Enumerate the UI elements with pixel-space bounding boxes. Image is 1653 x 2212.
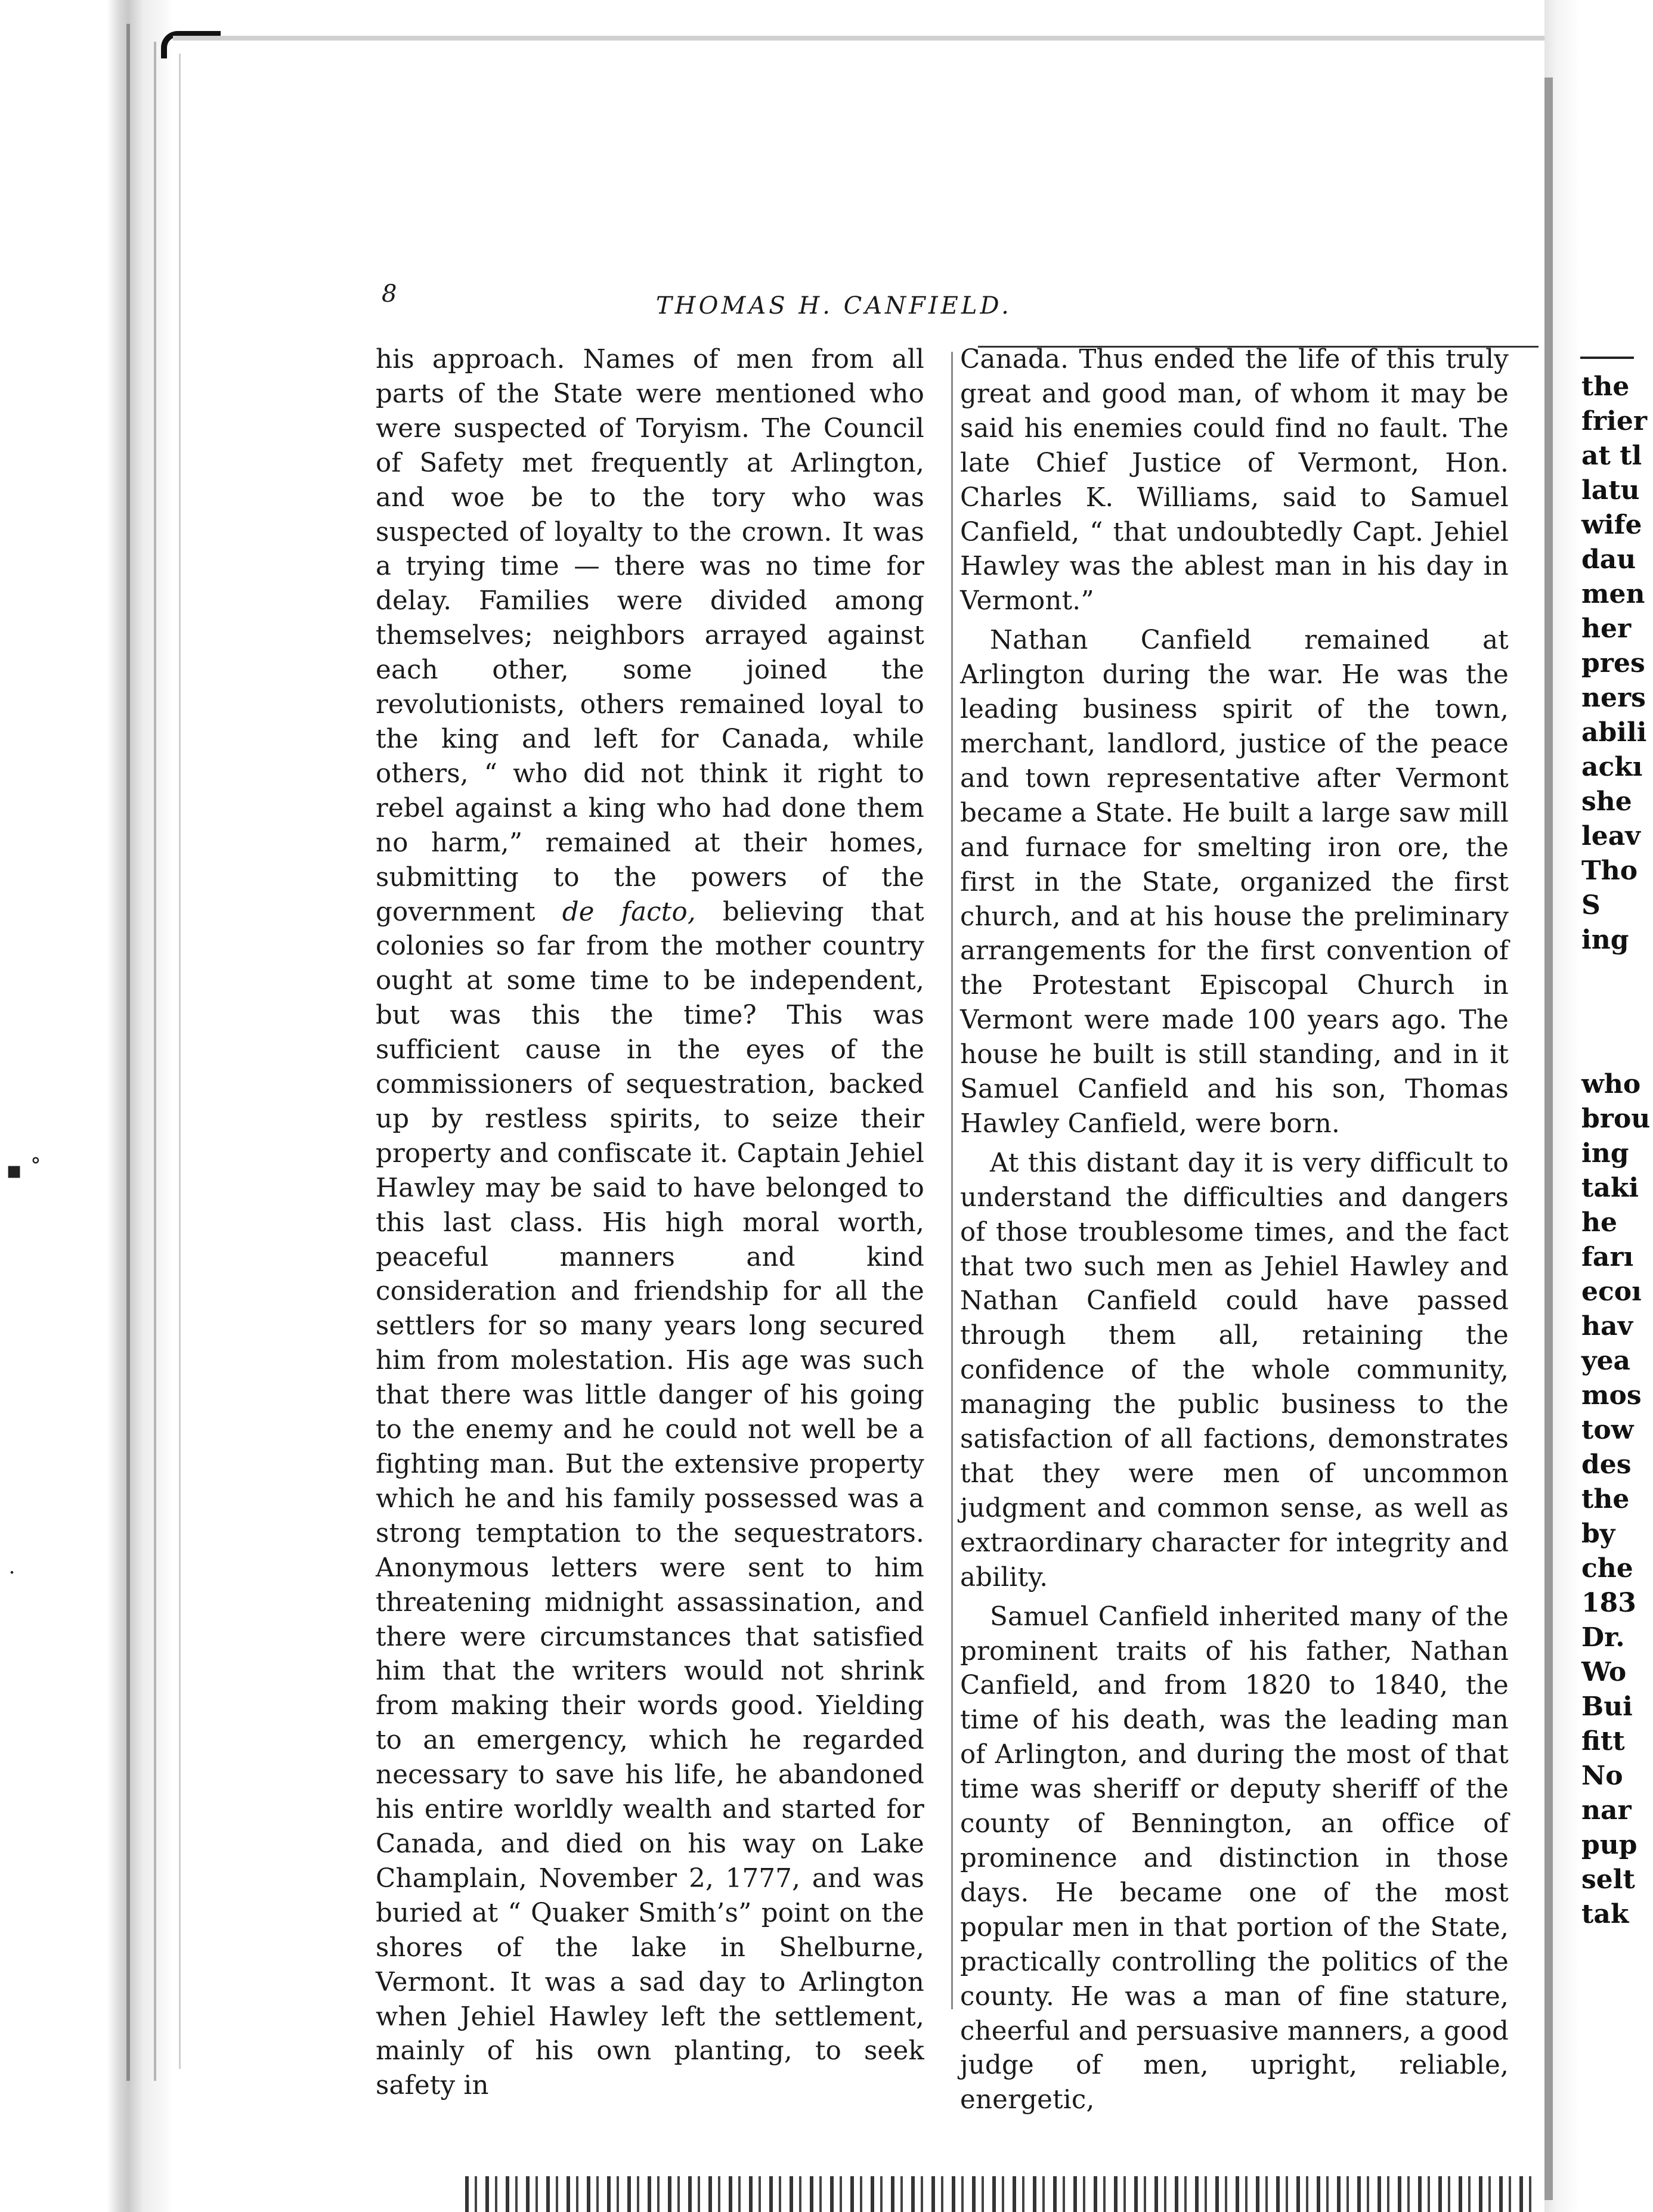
page-number: 8 (382, 280, 397, 308)
running-head: THOMAS H. CANFIELD. (656, 292, 1012, 320)
next-page-line: men (1581, 579, 1645, 609)
left-column (376, 343, 924, 2103)
page-edge-shadow (1544, 78, 1553, 2200)
next-page-line: pup (1581, 1830, 1637, 1860)
decorative-page-bottom (465, 2176, 1539, 2212)
next-page-line: wife (1581, 510, 1642, 540)
column-divider (951, 352, 953, 2009)
next-page-line: the (1581, 371, 1630, 402)
right-column (960, 343, 1509, 2118)
next-page-line: abili (1581, 717, 1647, 748)
next-page-line: Tho (1581, 856, 1638, 886)
next-page-line: selt (1581, 1864, 1635, 1895)
next-page-line: ners (1581, 683, 1646, 713)
next-page-line: dau (1581, 544, 1636, 575)
page-top-edge (173, 36, 1544, 41)
next-page-line: latu (1581, 475, 1640, 506)
next-page-line: che (1581, 1553, 1633, 1584)
next-page-line: des (1581, 1449, 1632, 1480)
next-page-line: 183 (1581, 1588, 1636, 1618)
next-page-text-fragment (1581, 1067, 1653, 1932)
next-page-line: nar (1581, 1795, 1632, 1826)
next-page-line: Dr. (1581, 1622, 1625, 1653)
next-page-edge (1544, 0, 1651, 2212)
next-page-line: by (1581, 1519, 1615, 1549)
next-page-line: brou (1581, 1104, 1651, 1134)
page-clip-mark (161, 31, 221, 58)
binding-shadow-line (179, 54, 181, 2069)
next-page-line: leav (1581, 821, 1640, 851)
next-page-line: hav (1581, 1311, 1633, 1342)
paragraph (376, 343, 924, 2103)
next-page-line: Bui (1581, 1691, 1633, 1722)
next-page-line: who (1581, 1069, 1641, 1099)
binding-shadow-line (126, 24, 130, 2081)
paragraph: Nathan Canfield remained at Arlington during the war. He was the leading business spirit of the town, merchant, landlord, justice of the peace and town representative after Vermont became a State. He built a large saw mill and furnace for smelting iron ore, the first in the State, organized the first church, and at his house the preliminary arrangements for the first convention of the Protestant Episcopal Church in Vermont were made 100 years ago. The house he built is still standing, and in it Samuel Canfield and his son, Thomas Hawley Canfield, were born. (960, 625, 1509, 1139)
next-page-header-rule (1580, 357, 1634, 359)
next-page-line: No (1581, 1761, 1623, 1791)
next-page-line: her (1581, 614, 1632, 644)
book-binding-edge (0, 0, 173, 2212)
next-page-line: tak (1581, 1899, 1629, 1929)
next-page-line: S (1581, 890, 1601, 921)
margin-specks: ˙ (6, 1568, 18, 1596)
next-page-line: farı (1581, 1242, 1634, 1272)
next-page-line: she (1581, 786, 1632, 817)
paragraph-text: believing that colonies so far from the mother country ought at some time to be independent, but was this the time? This was sufficient cause in the eyes of the commissioners of sequestration, backed up by restless spirits, to seize their property and confiscate it. Captain Jehiel Hawley may be said to have belonged to this last class. His high moral worth, peaceful manners and kind consideration and friendship for all the settlers for so many years long secured him from molestation. His age was such that there was little danger of his going to the enemy and he could not well be a fighting man. But the extensive property which he and his family possessed was a strong temptation to the sequestrators. Anonymous letters were sent to him threatening midnight assassination, and there were circumstances that satisfied him that the writers would not shrink from making their words good. Yielding to an emergency, which he regarded necessary to save his life, he abandoned his entire worldly wealth and started for Canada, and died on his way on Lake Champlain, November 2, 1777, and was buried at “ Quaker Smith’s” point on the shores of the lake in Shelburne, Vermont. It was a sad day to Arlington when Jehiel Hawley left the settlement, mainly of his own planting, to seek safety in (376, 897, 924, 2101)
paragraph-text: his approach. Names of men from all parts of the State were mentioned who were suspected of Toryism. The Council of Safety met frequently at Arlington, and woe be to the tory who was suspected of loyalty to the crown. It was a trying time — there was no time for delay. Families were divided among themselves; neighbors arrayed against each other, some joined the revolutionists, others remained loyal to the king and left for Canada, while others, “ who did not think it right to rebel against a king who had done them no harm,” remained at their homes, submitting to the powers of the government (376, 345, 924, 927)
next-page-line: ackı (1581, 752, 1643, 782)
next-page-line: mos (1581, 1380, 1642, 1411)
next-page-line: ecoı (1581, 1277, 1642, 1307)
binding-shadow-line (154, 42, 156, 2081)
next-page-line: yea (1581, 1346, 1631, 1376)
next-page-line: tow (1581, 1415, 1634, 1445)
paragraph: At this distant day it is very difficult to understand the difficulties and dangers of those troublesome times, and the fact that two such men as Jehiel Hawley and Nathan Canfield could have passed through them all, retaining the confidence of the whole community, managing the public business to the satisfaction of all factions, demonstrates that they were men of uncommon judgment and common sense, as well as extraordinary character for integrity and ability. (960, 1148, 1509, 1593)
next-page-line: taki (1581, 1173, 1639, 1203)
next-page-line: ing (1581, 1138, 1629, 1169)
next-page-line: ing (1581, 925, 1629, 955)
next-page-line: the (1581, 1484, 1630, 1514)
next-page-line: fitt (1581, 1726, 1625, 1756)
paragraph: Canada. Thus ended the life of this truly great and good man, of whom it may be said his enemies could find no fault. The late Chief Justice of Vermont, Hon. Charles K. Williams, said to Samuel Canfield, “ that undoubtedly Capt. Jehiel Hawley was the ablest man in his day in Vermont.” (960, 345, 1509, 616)
next-page-line: pres (1581, 648, 1645, 679)
margin-specks: ▪ ˚ (6, 1157, 42, 1184)
italic-text: de facto, (562, 897, 696, 927)
next-page-text-fragment (1581, 370, 1653, 958)
next-page-line: he (1581, 1207, 1617, 1238)
next-page-line: at tl (1581, 441, 1642, 471)
next-page-line: Wo (1581, 1657, 1627, 1687)
paragraph: Samuel Canfield inherited many of the prominent traits of his father, Nathan Canfield, and from 1820 to 1840, the time of his death, was the leading man of Arlington, and during the most of that time was sheriff or deputy sheriff of the county of Bennington, an office of prominence and distinction in those days. He became one of the most popular men in that portion of the State, practically controlling the politics of the county. He was a man of fine stature, cheerful and persuasive manners, a good judge of men, upright, reliable, energetic, (960, 1601, 1509, 2115)
next-page-line: frier (1581, 406, 1647, 436)
